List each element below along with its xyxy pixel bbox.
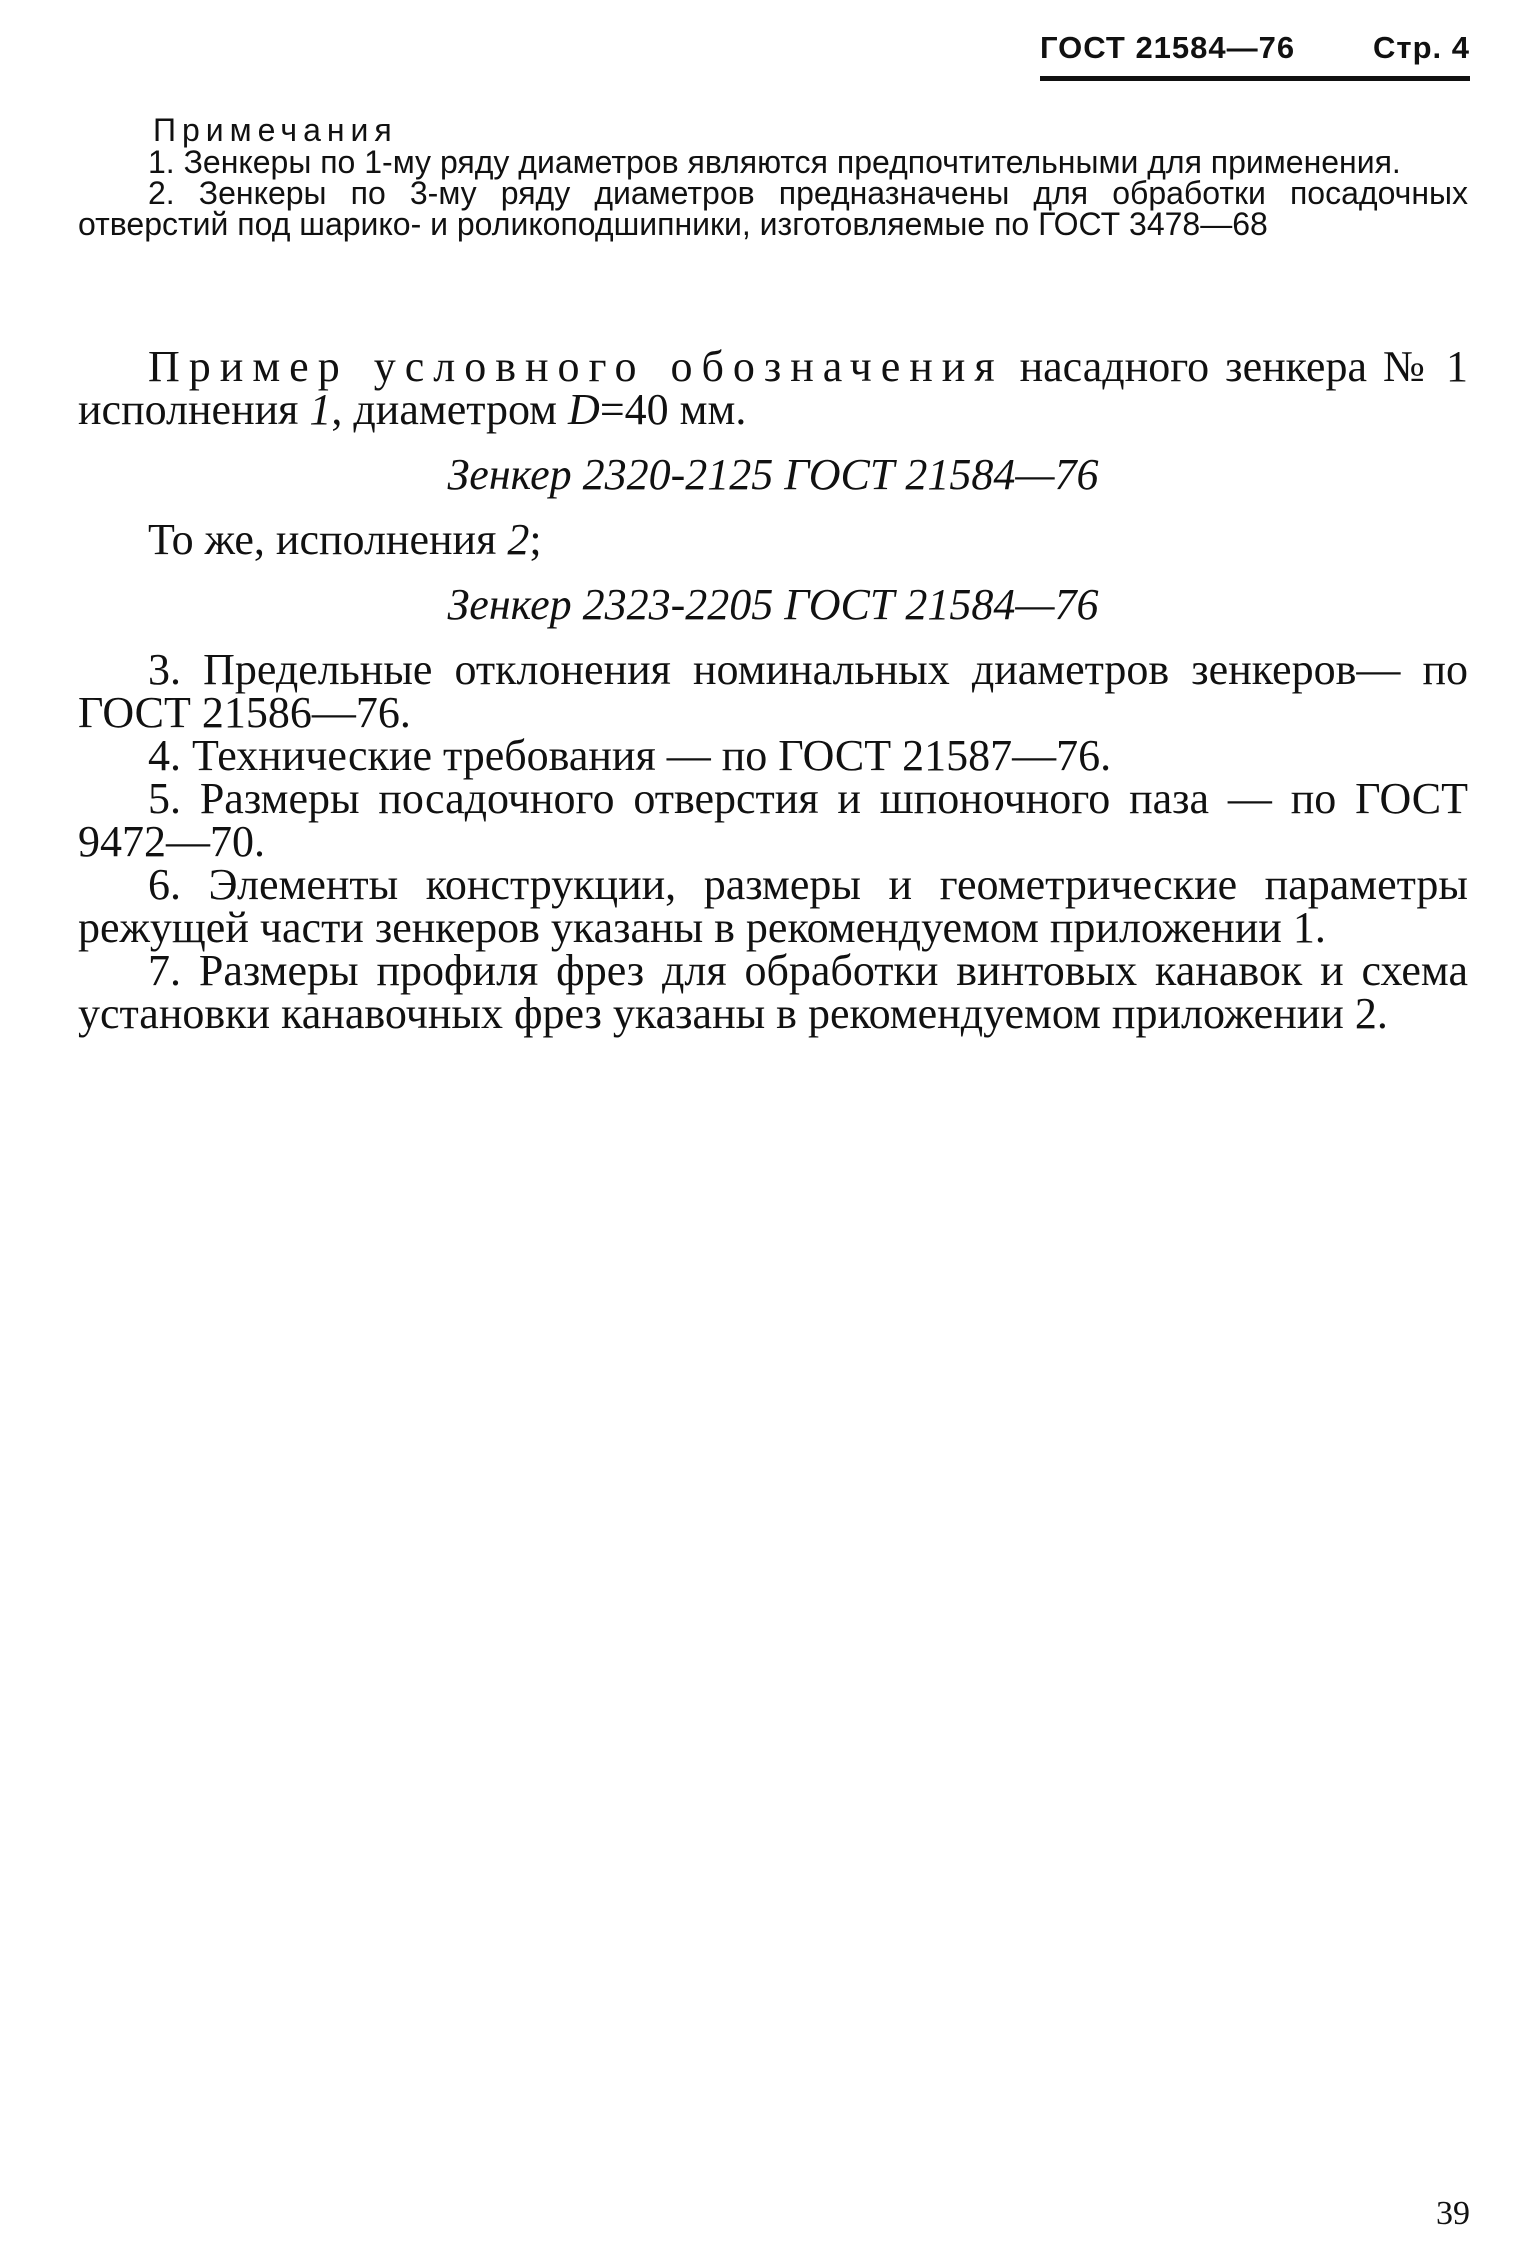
note-2: 2. Зенкеры по 3-му ряду диаметров предназначены для обработки посадочных отверстий под шарико- и роликоподшипники, изготовляемые по ГОСТ 3478—68: [78, 175, 1468, 242]
notes-block: [78, 112, 1468, 242]
example-diameter-label: , диаметром: [331, 385, 558, 434]
same-text: То же, исполнения: [148, 515, 497, 564]
clause-7: 7. Размеры профиля фрез для обработки винтовых канавок и схема установки канавочных фрез указаны в рекомендуемом приложении 2.: [78, 946, 1468, 1038]
example-rest: насадного зенкера № 1 исполнения: [78, 342, 1469, 434]
example-paragraph: [78, 342, 1469, 434]
header-rule: [1040, 76, 1470, 81]
same-variant-line: [78, 515, 1468, 564]
example-diameter-var: D: [568, 385, 600, 434]
header-page-number: Стр. 4: [1373, 30, 1470, 65]
page-folio: 39: [1436, 2195, 1470, 2232]
same-end: ;: [529, 515, 542, 564]
notes-title: Примечания: [153, 112, 398, 148]
clause-3: 3. Предельные отклонения номинальных диаметров зенкеров— по ГОСТ 21586—76.: [78, 645, 1468, 737]
header-standard: ГОСТ 21584—76: [1040, 30, 1296, 65]
clause-5: 5. Размеры посадочного отверстия и шпоночного паза — по ГОСТ 9472—70.: [78, 774, 1468, 866]
designation-2: Зенкер 2323-2205 ГОСТ 21584—76: [447, 580, 1099, 629]
note-1: 1. Зенкеры по 1-му ряду диаметров являются предпочтительными для применения.: [148, 144, 1401, 180]
example-variant-1: 1: [309, 385, 332, 434]
running-header: [1040, 30, 1470, 82]
clause-6: 6. Элементы конструкции, размеры и геометрические параметры режущей части зенкеров указаны в рекомендуемом приложении 1.: [78, 860, 1468, 952]
example-variant-2: 2: [507, 515, 530, 564]
clause-4: 4. Технические требования — по ГОСТ 21587—76.: [148, 731, 1112, 780]
body-text: [78, 342, 1469, 1038]
example-lead: Пример условного обозначения: [148, 342, 1004, 391]
example-diameter-value: =40 мм.: [599, 385, 747, 434]
designation-1: Зенкер 2320-2125 ГОСТ 21584—76: [447, 450, 1099, 499]
